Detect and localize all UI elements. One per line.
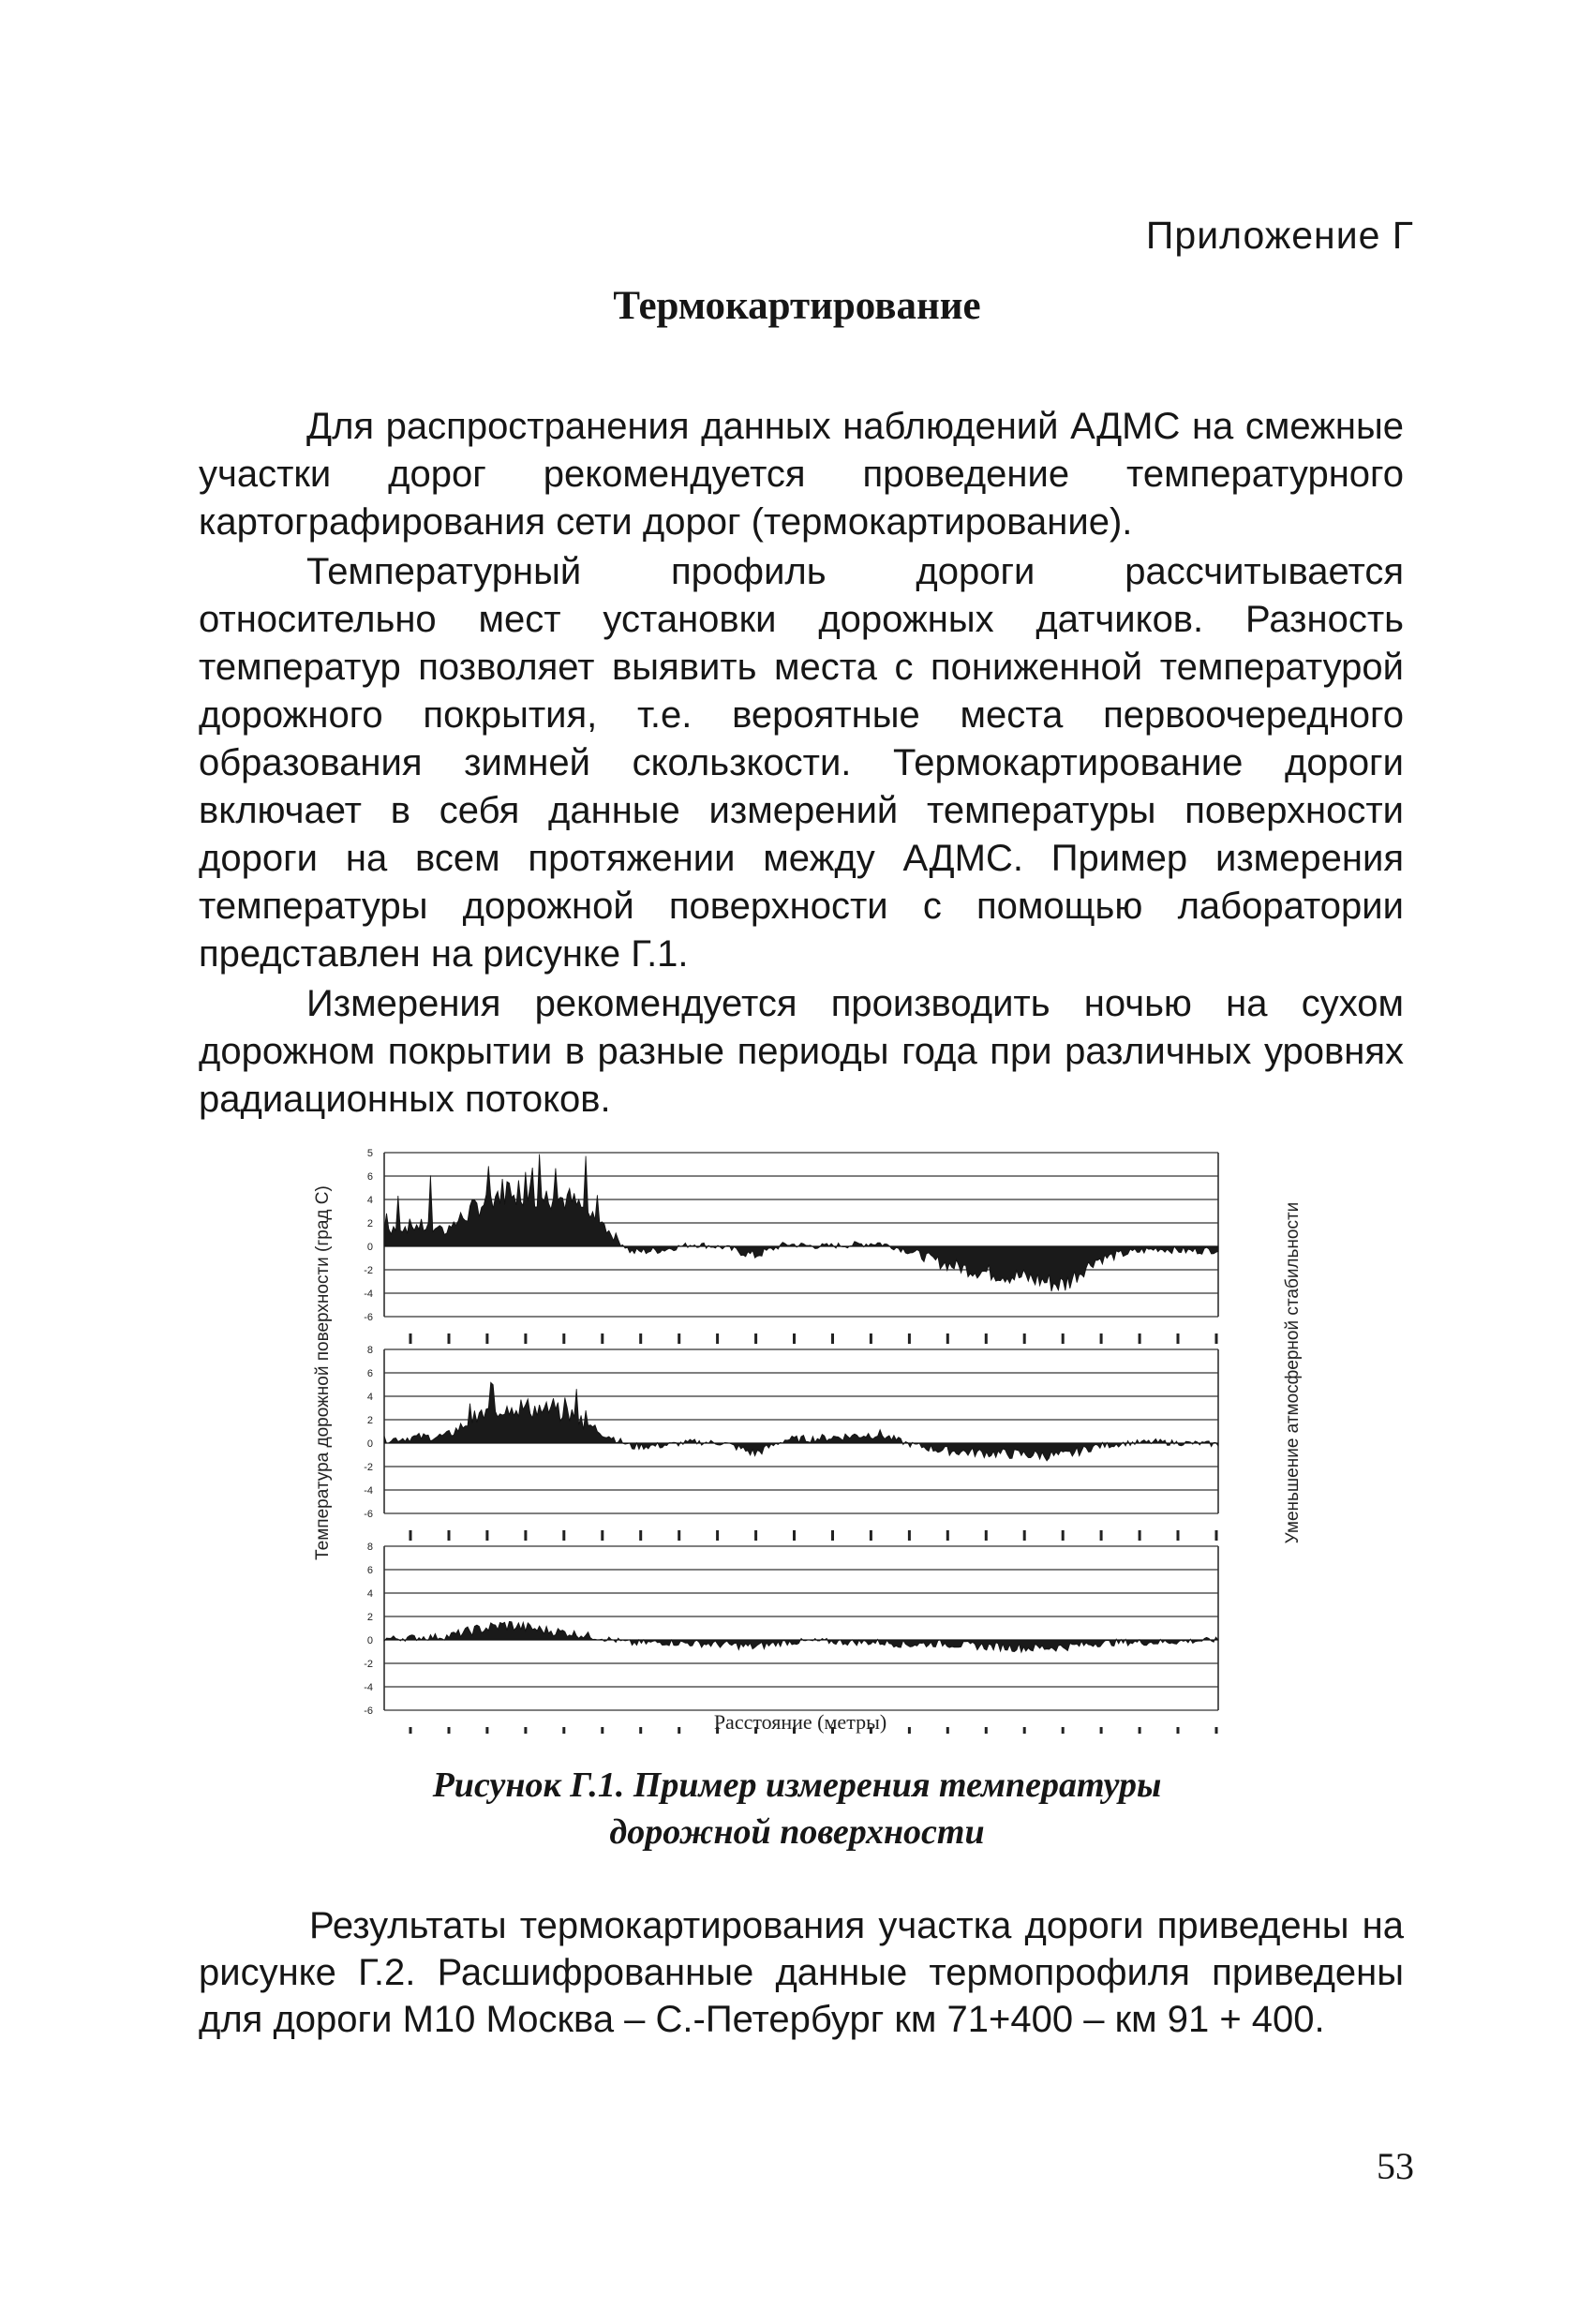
y-tick-label: -2 [364, 1462, 373, 1473]
y-tick-label: -4 [364, 1485, 373, 1497]
y-tick-label: -2 [364, 1265, 373, 1276]
y-tick-label: 4 [366, 1195, 373, 1206]
y-tick-label: -6 [364, 1509, 373, 1520]
y-tick-label: 8 [366, 1542, 373, 1553]
y-tick-label: 0 [366, 1438, 373, 1450]
y-tick-label: -6 [364, 1706, 373, 1717]
y-tick-label: -2 [364, 1659, 373, 1670]
y-tick-label: 4 [366, 1392, 373, 1403]
figure-caption [0, 1762, 1594, 1855]
y-tick-label: -4 [364, 1289, 373, 1300]
y-tick-label: -6 [364, 1312, 373, 1323]
paragraph-1: Для распространения данных наблюдений АДМС на смежные участки дорог рекомендуется проведение температурного картографирования сети дорог (термокартирование). [199, 406, 1404, 543]
paragraph-4: Результаты термокартирования участка дороги приведены на рисунке Г.2. Расшифрованные данные термопрофиля приведены для дороги М10 Москва – С.-Петербург км 71+400 – км 91 + 400. [199, 1905, 1404, 2040]
y-tick-label: 2 [366, 1415, 373, 1426]
y-tick-label: 8 [366, 1345, 373, 1356]
y-tick-label: 6 [366, 1368, 373, 1379]
y-tick-label: -4 [364, 1682, 373, 1693]
body-text-after-figure [199, 1902, 1404, 2043]
temperature-profile-series [384, 1621, 1218, 1652]
y-axis-label: Температура дорожной поверхности (град С) [313, 1185, 333, 1560]
temperature-profile-series [384, 1382, 1218, 1461]
y-tick-label: 2 [366, 1218, 373, 1229]
body-text [199, 403, 1404, 1124]
y-tick-label: 6 [366, 1565, 373, 1576]
right-axis-label: Уменьшение атмосферной стабильности [1283, 1201, 1303, 1544]
y-tick-label: 4 [366, 1588, 373, 1600]
paragraph-2: Температурный профиль дороги рассчитывается относительно мест установки дорожных датчиков. Разность температур позволяет выявить места с пониженной температурой дорожного покрытия, т.е. вероятные места первоочередного образования зимней скользкости. Термокартирование дороги включает в себя данные измерений температуры поверхности дороги на всем протяжении между АДМС. Пример измерения температуры дорожной поверхности с помощью лаборатории представлен на рисунке Г.1. [199, 551, 1404, 975]
section-title: Термокартирование [613, 284, 981, 328]
temperature-profile-chart [281, 1143, 1331, 1734]
x-axis-label: Расстояние (метры) [713, 1710, 887, 1734]
caption-line-2: дорожной поверхности [609, 1812, 985, 1852]
y-tick-label: 5 [366, 1148, 373, 1159]
y-tick-label: 0 [366, 1635, 373, 1646]
caption-line-1: Рисунок Г.1. Пример измерения температуры [432, 1765, 1162, 1805]
paragraph-3: Измерения рекомендуется производить ночью на сухом дорожном покрытии в разные периоды года при различных уровнях радиационных потоков. [199, 983, 1404, 1120]
y-tick-label: 0 [366, 1242, 373, 1253]
y-tick-label: 6 [366, 1171, 373, 1183]
appendix-heading: Приложение Г [1145, 214, 1414, 257]
figure-g1 [281, 1143, 1331, 1734]
y-tick-label: 2 [366, 1612, 373, 1623]
page-number: 53 [1377, 2145, 1414, 2187]
